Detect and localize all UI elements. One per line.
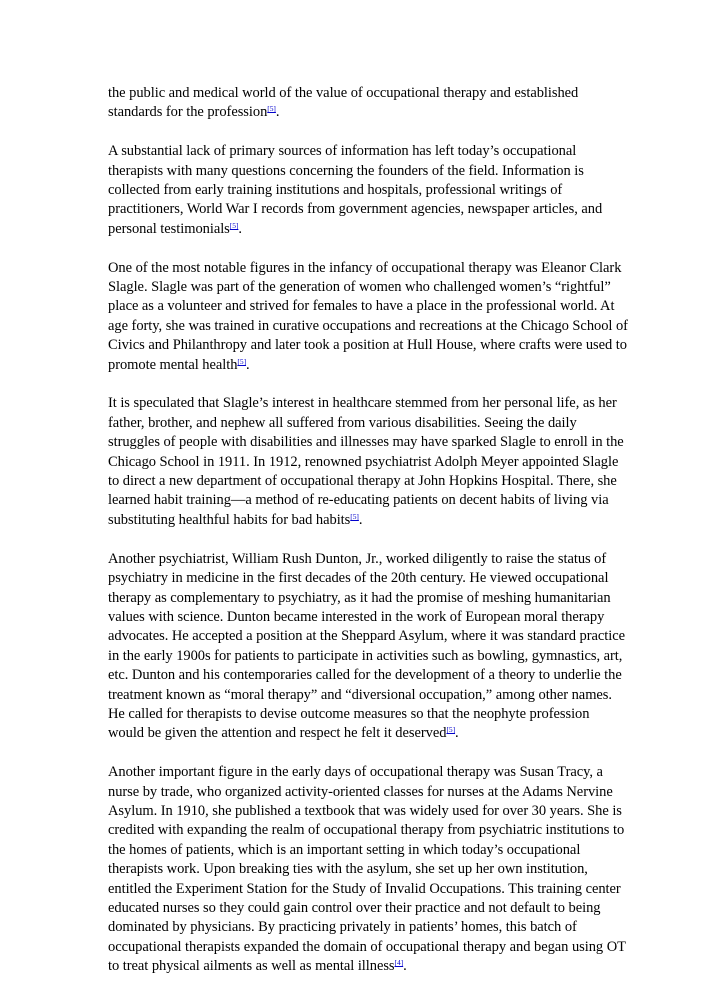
citation-link[interactable]: [4] bbox=[394, 958, 404, 968]
paragraph-standards bbox=[108, 84, 628, 123]
paragraph-tail: . bbox=[358, 511, 363, 528]
paragraph-tail: . bbox=[246, 356, 250, 373]
paragraph-tail: . bbox=[403, 958, 407, 975]
paragraph-slagle-interest bbox=[108, 394, 628, 530]
paragraph-tail: . bbox=[238, 220, 242, 237]
citation-link[interactable]: [5] bbox=[350, 511, 359, 521]
paragraph-slagle bbox=[108, 259, 628, 375]
paragraph-dunton bbox=[108, 550, 628, 744]
document-body bbox=[108, 84, 628, 996]
paragraph-text: A substantial lack of primary sources of information has left today’s occupational therapists with many questions concerning the founders of the field. Information is collected from early training institutions and hospitals, professional writings of practitioners, World War I records from government agencies, newspaper articles, and personal testimonials bbox=[108, 143, 603, 237]
paragraph-text: the public and medical world of the value of occupational therapy and established standards for the profession bbox=[108, 85, 579, 121]
paragraph-tail: . bbox=[275, 104, 280, 121]
paragraph-text: Another psychiatrist, William Rush Dunton, Jr., worked diligently to raise the status of psychiatry in medicine in the first decades of the 20th century. He viewed occupational therapy as complementary to psychiatry, as it had the promise of meshing humanitarian values with science. Dunton became interested in the work of European moral therapy advocates. He accepted a position at the Sheppard Asylum, where it was standard practice in the early 1900s for patients to participate in activities such as bowling, gymnastics, art, etc. Dunton and his contemporaries called for the development of a theory to underlie the treatment known as “moral therapy” and “diversional occupation,” among other names. He called for therapists to devise outcome measures so that the neophyte profession would be given the attention and respect he felt it deserved bbox=[108, 550, 626, 742]
citation-link[interactable]: [5] bbox=[446, 725, 456, 735]
paragraph-text: Another important figure in the early days of occupational therapy was Susan Tracy, a nurse by trade, who organized activity-oriented classes for nurses at the Adams Nervine Asylum. In 1910, she published a textbook that was widely used for over 30 years. She is credited with expanding the realm of occupational therapy from psychiatric institutions to the homes of patients, which is an important setting in which today’s occupational therapists work. Upon breaking ties with the asylum, she set up her own institution, entitled the Experiment Station for the Study of Invalid Occupations. This training center educated nurses so they could gain control over their practice and not default to being dominated by physicians. By practicing privately in patients’ homes, this batch of occupational therapists expanded the domain of occupational therapy and began using OT to treat physical ailments as well as mental illness bbox=[108, 764, 626, 975]
paragraph-tail: . bbox=[455, 725, 459, 742]
paragraph-text: It is speculated that Slagle’s interest in healthcare stemmed from her personal life, as her father, brother, and nephew all suffered from various disabilities. Seeing the daily struggles of people with disabilities and illnesses may have sparked Slagle to enroll in the Chicago School in 1911. In 1912, renowned psychiatrist Adolph Meyer appointed Slagle to direct a new department of occupational therapy at John Hopkins Hospital. There, she learned habit training—a method of re-educating patients on decent habits of living via substituting healthful habits for bad habits bbox=[108, 395, 624, 528]
citation-link[interactable]: [5] bbox=[237, 356, 247, 366]
citation-link[interactable]: [5] bbox=[267, 104, 276, 114]
paragraph-text: One of the most notable figures in the infancy of occupational therapy was Eleanor Clark Slagle. Slagle was part of the generation of women who challenged women’s “rightful” place as a volunteer and strived for females to have a place in the professional world. At age forty, she was trained in curative occupations and recreations at the Chicago School of Civics and Philanthropy and later took a position at Hull House, where crafts were used to promote mental health bbox=[108, 259, 628, 373]
citation-link[interactable]: [5] bbox=[229, 220, 239, 230]
paragraph-sources bbox=[108, 142, 628, 239]
paragraph-tracy bbox=[108, 763, 628, 976]
